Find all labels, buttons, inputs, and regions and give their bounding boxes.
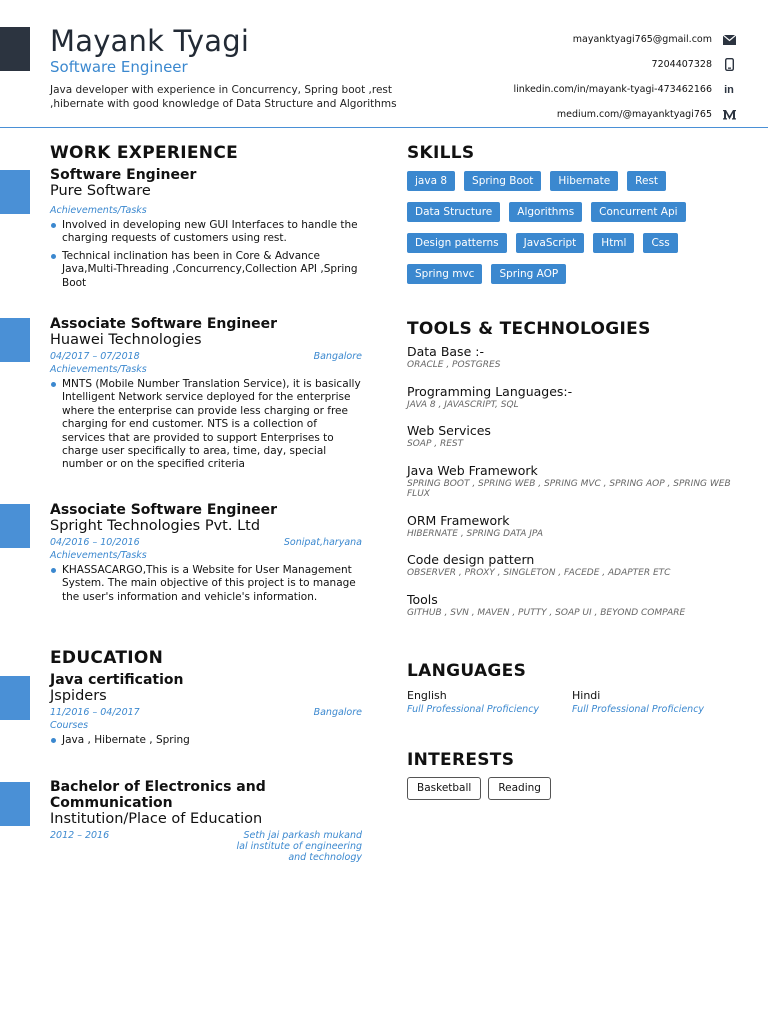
header-divider [0, 127, 768, 128]
skill-chip: Algorithms [509, 202, 582, 222]
phone-icon [722, 58, 736, 72]
medium-icon [722, 108, 736, 122]
education-dates: 11/2016 – 04/2017 [50, 707, 140, 718]
job-meta [50, 537, 362, 549]
contact-phone[interactable] [416, 52, 736, 77]
company-name: Spright Technologies Pvt. Ltd [50, 518, 261, 534]
skill-chip: Design patterns [407, 233, 507, 253]
company-name: Pure Software [50, 183, 151, 199]
achievements-list [50, 219, 362, 290]
job-accent-bar [0, 170, 30, 214]
email-icon [722, 33, 736, 47]
achievements-label: Achievements/Tasks [50, 364, 147, 375]
tool-group [407, 344, 737, 371]
languages-section [407, 661, 737, 716]
education-meta [50, 707, 362, 719]
company-name: Huawei Technologies [50, 332, 202, 348]
skill-chip: Rest [627, 171, 666, 191]
skill-chip: JavaScript [516, 233, 585, 253]
tool-values: SPRING BOOT , SPRING WEB , SPRING MVC , SPRING AOP , SPRING WEB FLUX [407, 478, 731, 499]
tool-values: JAVA 8 , JAVASCRIPT, SQL [407, 399, 519, 410]
list-item: KHASSACARGO,This is a Website for User Management System. The main objective of this project is to manage the user's information and vehicle's information. [50, 564, 362, 604]
contact-medium-text[interactable]: medium.com/@mayanktyagi765 [556, 109, 712, 120]
interests-heading: INTERESTS [407, 750, 515, 770]
courses-label: Courses [50, 720, 89, 731]
education-title: Java certification [50, 672, 184, 688]
job-title: Associate Software Engineer [50, 502, 278, 518]
skills-list [407, 171, 737, 295]
tool-values: SOAP , REST [407, 439, 464, 449]
job-title: Software Engineer [50, 167, 197, 183]
tools-heading: TOOLS & TECHNOLOGIES [407, 319, 651, 339]
list-item: Involved in developing new GUI Interfaces to handle the charging requests of customers using rest. [50, 219, 362, 246]
tool-category: Data Base :- [407, 344, 484, 359]
job-location: Bangalore [313, 351, 362, 362]
interests-section [407, 750, 737, 800]
work-experience-section [50, 143, 362, 163]
achievements-list [50, 378, 362, 472]
interests-list [407, 777, 737, 800]
contact-linkedin-text[interactable]: linkedin.com/in/mayank-tyagi-473462166 [513, 84, 712, 95]
education-entry [50, 672, 362, 747]
list-item: Java , Hibernate , Spring [50, 734, 362, 747]
achievements-label: Achievements/Tasks [50, 550, 147, 561]
skill-chip: Html [593, 233, 634, 253]
tools-list [407, 344, 737, 618]
job-entry [50, 502, 362, 604]
language-name: Hindi [572, 689, 601, 702]
job-location: Sonipat,haryana [283, 537, 362, 548]
tool-group [407, 592, 737, 619]
job-dates: 04/2016 – 10/2016 [50, 537, 140, 548]
tool-group [407, 552, 737, 579]
tool-category: Code design pattern [407, 552, 535, 567]
contact-medium[interactable] [416, 102, 736, 127]
job-meta [50, 351, 362, 363]
achievements-list [50, 564, 362, 604]
tool-values: OBSERVER , PROXY , SINGLETON , FACEDE , ADAPTER ETC [407, 568, 671, 578]
contact-phone-text[interactable]: 7204407328 [651, 59, 712, 70]
tool-values: HIBERNATE , SPRING DATA JPA [407, 528, 544, 539]
achievements-label: Achievements/Tasks [50, 205, 147, 216]
skills-section [407, 143, 737, 295]
tools-section [407, 319, 737, 631]
job-accent-bar [0, 504, 30, 548]
language-level: Full Professional Proficiency [407, 704, 540, 715]
education-title: Bachelor of Electronics and Communication [50, 779, 266, 811]
skill-chip: Css [643, 233, 677, 253]
linkedin-icon: in [724, 83, 734, 96]
list-item: Technical inclination has been in Core & Advance Java,Multi-Threading ,Concurrency,Collection API ,Spring Boot [50, 250, 362, 290]
skills-heading: SKILLS [407, 143, 475, 163]
job-title: Associate Software Engineer [50, 316, 278, 332]
language-item [572, 689, 737, 716]
tool-group [407, 384, 737, 411]
education-accent-bar [0, 676, 30, 720]
education-location: Bangalore [313, 707, 362, 718]
candidate-title: Software Engineer [50, 58, 188, 76]
skill-chip: Data Structure [407, 202, 500, 222]
interest-tag: Reading [488, 777, 551, 800]
language-name: English [407, 689, 447, 702]
institution-name: Jspiders [50, 688, 107, 704]
tool-group [407, 423, 737, 450]
skill-chip: java 8 [407, 171, 455, 191]
tool-category: Web Services [407, 423, 491, 438]
tool-category: Java Web Framework [407, 462, 538, 478]
language-level: Full Professional Proficiency [572, 704, 705, 715]
job-accent-bar [0, 318, 30, 362]
tool-values: GITHUB , SVN , MAVEN , PUTTY , SOAP UI , BEYOND COMPARE [407, 607, 686, 618]
education-dates: 2012 – 2016 [50, 830, 110, 841]
education-heading: EDUCATION [50, 648, 164, 668]
tool-values: ORACLE , POSTGRES [407, 360, 501, 370]
education-entry [50, 779, 362, 863]
tool-group [407, 513, 737, 540]
courses-list [50, 734, 362, 747]
language-item [407, 689, 572, 716]
tool-category: Programming Languages:- [407, 383, 573, 399]
education-accent-bar [0, 782, 30, 826]
summary: Java developer with experience in Concurrency, Spring boot ,rest ,hibernate with good knowledge of Data Structure and Algorithms [50, 84, 397, 110]
list-item: MNTS (Mobile Number Translation Service), it is basically Intelligent Network service deployed for the enterprise where the enterprise can provide less charging or free charging for end customer. NTS is a collection of services that are provided to support Enterprises to charge user specifically to area, time, day, special number or on the specified criteria [50, 378, 362, 472]
job-entry [50, 316, 362, 472]
languages-list [407, 689, 737, 716]
education-location: Seth jai parkash mukand lal institute of engineering and technology [236, 830, 362, 863]
tool-category: ORM Framework [407, 512, 510, 528]
education-section [50, 648, 362, 668]
work-experience-heading: WORK EXPERIENCE [50, 143, 239, 163]
education-meta [50, 830, 362, 863]
tool-group [407, 463, 737, 500]
candidate-name: Mayank Tyagi [50, 24, 250, 58]
job-entry [50, 167, 362, 290]
contact-email-text[interactable]: mayanktyagi765@gmail.com [572, 34, 712, 45]
contact-linkedin[interactable] [416, 77, 736, 102]
languages-heading: LANGUAGES [407, 661, 527, 681]
contact-list [416, 27, 736, 127]
job-dates: 04/2017 – 07/2018 [50, 351, 140, 362]
skill-chip: Concurrent Api [591, 202, 685, 222]
skill-chip: Spring Boot [464, 171, 541, 191]
skill-chip: Hibernate [550, 171, 618, 191]
skill-chip: Spring AOP [491, 264, 566, 284]
contact-email[interactable] [416, 27, 736, 52]
tool-category: Tools [407, 591, 438, 607]
institution-name: Institution/Place of Education [50, 811, 263, 827]
header-accent-bar [0, 27, 30, 71]
interest-tag: Basketball [407, 777, 481, 800]
skill-chip: Spring mvc [407, 264, 482, 284]
